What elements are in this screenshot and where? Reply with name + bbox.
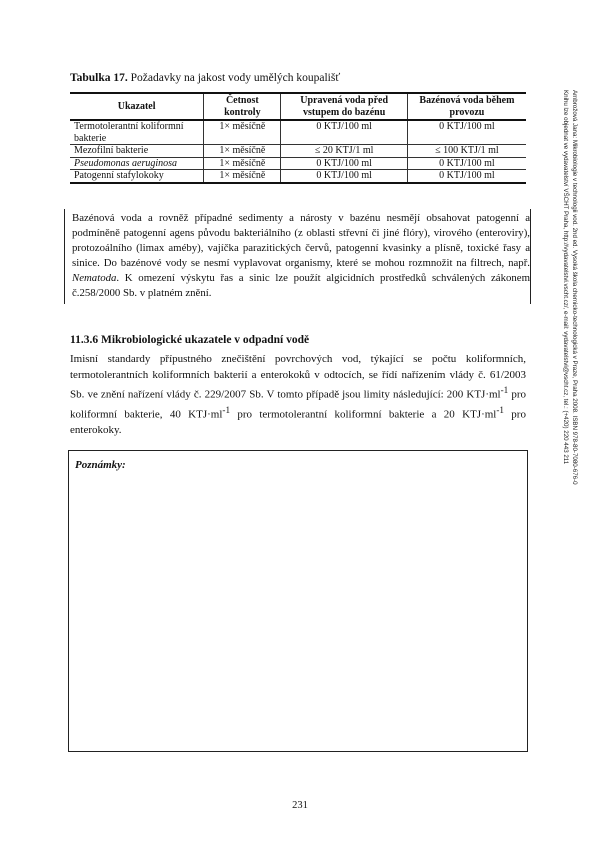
paragraph-text-part: Imisní standardy přípustného znečištění povrchových vod, týkající se počtu koliformních, termotolerantních koliformních bakterií a enterokoků v odtocích, se řídí nařízením vlády č. 61/2003 Sb. ve znění nařízení vlády č. 229/2007 Sb. V tomto případě jsou limity následující: 200 KTJ·ml [70,353,526,401]
table-caption-text: Požadavky na jakost vody umělých koupališť [127,72,341,84]
cell-indicator: Mezofilní bakterie [70,145,204,158]
table-row [70,157,526,170]
cell-pool-water: 0 KTJ/100 ml [407,157,526,170]
section-paragraph-text [70,352,526,439]
cell-pool-water: 0 KTJ/100 ml [407,170,526,183]
table-caption [70,72,340,84]
table-row [70,120,526,145]
note-text-part: . K omezení výskytu řas a sinic lze použít algicidních prostředků schválených zákonem č.258/2000 Sb. v platném znění. [72,272,530,299]
cell-treated-water: 0 KTJ/100 ml [281,157,407,170]
table-row [70,170,526,183]
header-pool-water: Bazénová voda během provozu [407,93,526,120]
note-text-italic: Nematoda [72,272,117,284]
section-paragraph [70,352,526,439]
notes-label: Poznámky: [75,459,126,471]
cell-frequency: 1× měsíčně [204,120,281,145]
cell-pool-water: 0 KTJ/100 ml [407,120,526,145]
page-number: 231 [292,800,308,811]
notes-box[interactable] [68,450,528,752]
pool-water-note [64,209,531,304]
superscript: -1 [496,405,504,416]
table-caption-number: Tabulka 17. [70,72,128,84]
cell-treated-water: ≤ 20 KTJ/1 ml [281,145,407,158]
cell-indicator: Termotolerantní koliformní bakterie [70,120,204,145]
pool-water-note-text [72,211,530,301]
paragraph-text-part: pro koliformní bakterie, 40 KTJ·ml [70,388,527,421]
cell-treated-water: 0 KTJ/100 ml [281,170,407,183]
order-info-line: Knihu lze objednat ve vydavatelství VŠCHT Praha, http://vydavatelstvi.vscht.cz/, e-mail: vydavatelstvi@vscht.cz, tel.: (+420) 220 443 211 [562,90,569,465]
header-frequency: Četnost kontroly [204,93,281,120]
cell-frequency: 1× měsíčně [204,157,281,170]
section-heading: 11.3.6 Mikrobiologické ukazatele v odpadní vodě [70,334,310,346]
table-header-row [70,93,526,120]
cell-pool-water: ≤ 100 KTJ/1 ml [407,145,526,158]
citation-side-note [561,90,579,485]
superscript: -1 [500,385,509,395]
cell-frequency: 1× měsíčně [204,145,281,158]
header-treated-water: Upravená voda před vstupem do bazénu [281,93,407,120]
paragraph-text-part: pro termotolerantní koliformní bakterie a 20 KTJ·ml [230,408,497,421]
cell-indicator: Patogenní stafylokoky [70,170,204,183]
citation-line: Ambrožová Jana: Mikrobiologie v technologii vod. 2nd ed. Vysoká škola chemicko-technologická v Praze, Praha 2008. ISBN 978-80-7080-676-0 [571,90,578,485]
cell-indicator: Pseudomonas aeruginosa [70,157,204,170]
cell-frequency: 1× měsíčně [204,170,281,183]
water-quality-table [70,92,526,184]
header-indicator: Ukazatel [70,93,204,120]
note-text-part: Bazénová voda a rovněž případné sedimenty a nárosty v bazénu nesmějí obsahovat patogenní a podmíněně patogenní agens původu bakteriálního (z oblasti střevní či jiné flóry), virového (enteroviry), protozoálního (limax améby), vajíčka parazitických červů, patogenní kvasinky a plísně, toxické řasy a sinice. Do bazénové vody se nesmí vyplavovat organismy, které se mohou rozmnožit na filtrech, např. [72,212,530,269]
superscript: -1 [222,405,231,416]
table-row [70,145,526,158]
cell-treated-water: 0 KTJ/100 ml [281,120,407,145]
paragraph-text-part: pro enterokoky. [70,408,526,437]
